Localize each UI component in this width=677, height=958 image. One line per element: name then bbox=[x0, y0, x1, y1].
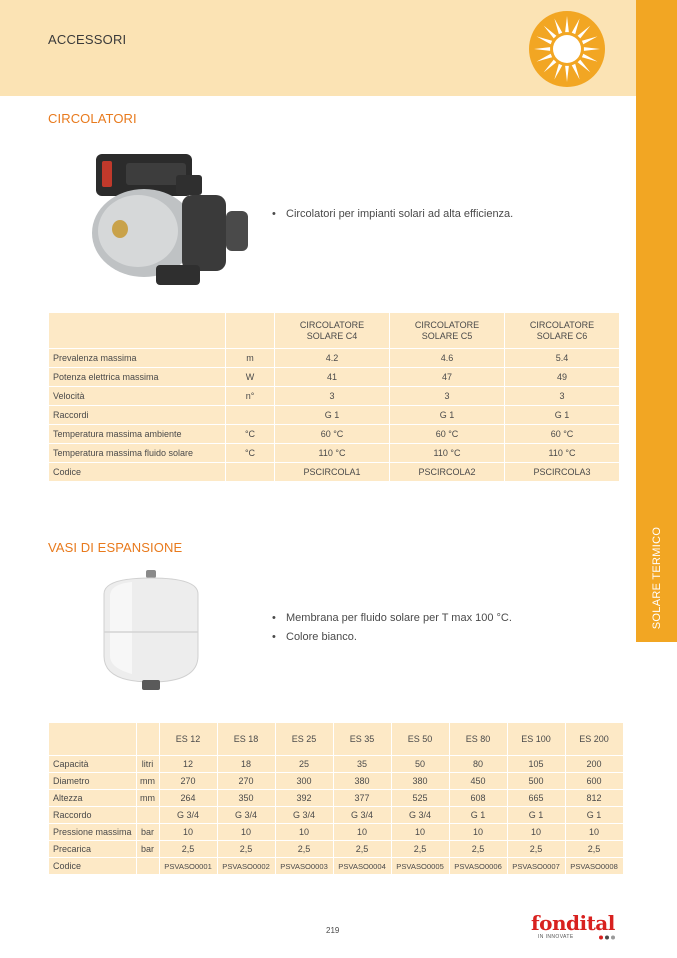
table-row: Raccordo G 3/4 G 3/4 G 3/4 G 3/4 G 3/4 G 1 G 1 G 1 bbox=[49, 807, 623, 823]
table-row: Diametro mm 270 270 300 380 380 450 500 600 bbox=[49, 773, 623, 789]
table-header-row bbox=[49, 313, 619, 348]
column-header: ES 25 bbox=[276, 723, 333, 755]
column-header: ES 80 bbox=[450, 723, 507, 755]
brand-logo: fondital bbox=[531, 911, 615, 935]
list-item: • Membrana per fluido solare per T max 100 °C. bbox=[272, 609, 512, 628]
brand-dots-icon bbox=[598, 935, 618, 940]
side-section-label: SOLARE TERMICO bbox=[650, 526, 663, 630]
table-row: Raccordi G 1 G 1 G 1 bbox=[49, 406, 619, 424]
column-header: ES 35 bbox=[334, 723, 391, 755]
expansion-vessel-image bbox=[92, 570, 210, 695]
list-item: • Circolatori per impianti solari ad alta efficienza. bbox=[272, 205, 513, 224]
vasi-table bbox=[48, 722, 624, 875]
table-header-row bbox=[49, 723, 623, 755]
column-header: ES 12 bbox=[160, 723, 217, 755]
table-corner-cell bbox=[49, 723, 136, 755]
brand-tagline: IN INNOVATE bbox=[538, 934, 574, 940]
table-unit-header bbox=[137, 723, 159, 755]
table-row: Codice PSCIRCOLA1 PSCIRCOLA2 PSCIRCOLA3 bbox=[49, 463, 619, 481]
page-number: 219 bbox=[326, 926, 340, 935]
table-row: Potenza elettrica massima W 41 47 49 bbox=[49, 368, 619, 386]
table-row: Pressione massima bar 10 10 10 10 10 10 10 10 bbox=[49, 824, 623, 840]
table-row: Codice PSVASO0001 PSVASO0002 PSVASO0003 PSVASO0004 PSVASO0005 PSVASO0006 PSVASO0007 PSVASO0008 bbox=[49, 858, 623, 874]
table-row: Capacità litri 12 18 25 35 50 80 105 200 bbox=[49, 756, 623, 772]
table-corner-cell bbox=[49, 313, 225, 348]
sun-icon bbox=[528, 10, 606, 88]
section-title-vasi: VASI DI ESPANSIONE bbox=[48, 540, 183, 555]
column-header: CIRCOLATORE SOLARE C5 bbox=[390, 313, 504, 348]
column-header: ES 100 bbox=[508, 723, 565, 755]
table-row: Precarica bar 2,5 2,5 2,5 2,5 2,5 2,5 2,5 2,5 bbox=[49, 841, 623, 857]
page-title: ACCESSORI bbox=[48, 32, 127, 47]
bullet-list-circolatori bbox=[272, 205, 513, 224]
table-row: Temperatura massima fluido solare °C 110 °C 110 °C 110 °C bbox=[49, 444, 619, 462]
table-row: Temperatura massima ambiente °C 60 °C 60 °C 60 °C bbox=[49, 425, 619, 443]
column-header: CIRCOLATORE SOLARE C6 bbox=[505, 313, 619, 348]
pump-image bbox=[86, 149, 256, 295]
table-row: Altezza mm 264 350 392 377 525 608 665 812 bbox=[49, 790, 623, 806]
table-unit-header bbox=[226, 313, 274, 348]
page-header bbox=[0, 0, 636, 96]
column-header: ES 18 bbox=[218, 723, 275, 755]
bullet-list-vasi bbox=[272, 609, 512, 647]
circolatori-table bbox=[48, 312, 620, 482]
table-row: Velocità n° 3 3 3 bbox=[49, 387, 619, 405]
column-header: ES 200 bbox=[566, 723, 623, 755]
column-header: CIRCOLATORE SOLARE C4 bbox=[275, 313, 389, 348]
table-row: Prevalenza massima m 4.2 4.6 5.4 bbox=[49, 349, 619, 367]
column-header: ES 50 bbox=[392, 723, 449, 755]
section-title-circolatori: CIRCOLATORI bbox=[48, 111, 137, 126]
list-item: • Colore bianco. bbox=[272, 628, 512, 647]
